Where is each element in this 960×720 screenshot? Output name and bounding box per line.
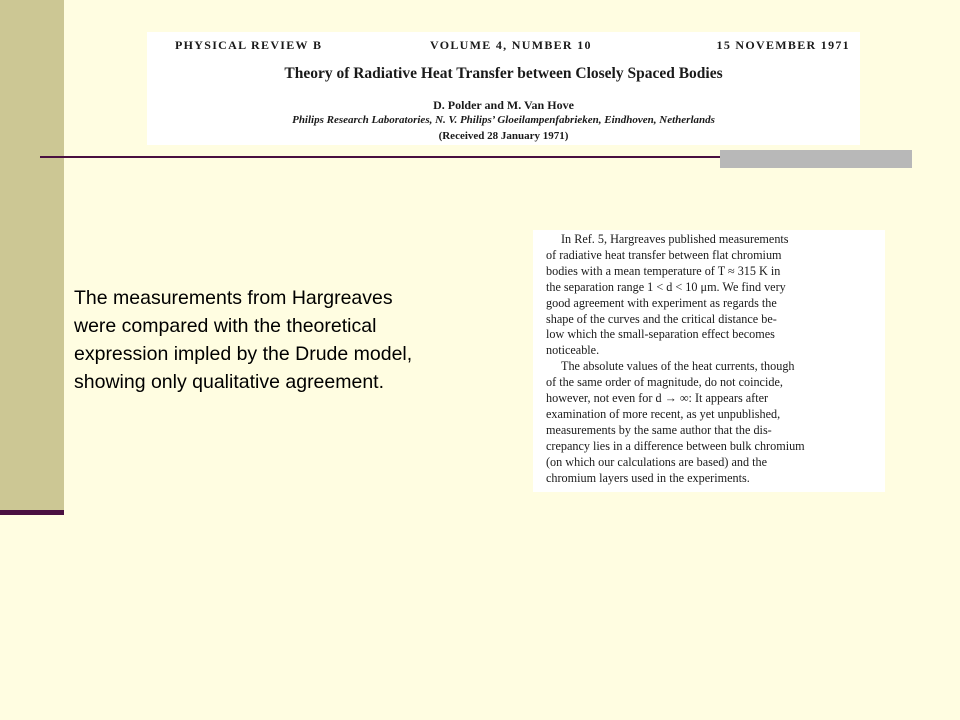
- excerpt-line: low which the small-separation effect becomes: [546, 327, 775, 342]
- journal-name: PHYSICAL REVIEW B: [175, 38, 323, 52]
- excerpt-line: chromium layers used in the experiments.: [546, 470, 750, 485]
- excerpt-line: noticeable.: [546, 343, 600, 358]
- excerpt-line: of the same order of magnitude, do not coincide,: [546, 375, 783, 390]
- excerpt-line: the separation range 1 < d < 10 μm. We find very: [546, 279, 786, 294]
- volume-number: VOLUME 4, NUMBER 10: [430, 38, 592, 52]
- paper-authors: D. Polder and M. Van Hove: [433, 98, 574, 112]
- excerpt-text: [546, 232, 881, 487]
- excerpt-line: measurements by the same author that the dis-: [546, 422, 772, 437]
- paper-header-top-row: [175, 38, 850, 52]
- excerpt-line: In Ref. 5, Hargreaves published measurements: [561, 232, 789, 246]
- excerpt-line: examination of more recent, as yet unpublished,: [546, 406, 781, 421]
- paper-affiliation: Philips Research Laboratories, N. V. Philips’ Gloeilampenfabrieken, Eindhoven, Netherlands: [292, 114, 715, 126]
- publication-date: 15 NOVEMBER 1971: [716, 38, 850, 52]
- left-band-foot-rule: [0, 510, 64, 515]
- title-accent-bar: [720, 150, 912, 168]
- paper-received-date: (Received 28 January 1971): [438, 130, 569, 142]
- excerpt-line: of radiative heat transfer between flat chromium: [546, 247, 782, 262]
- slide-body-text: [74, 284, 514, 396]
- body-text-line: showing only qualitative agreement.: [74, 371, 385, 393]
- excerpt-line: (on which our calculations are based) and the: [546, 454, 767, 469]
- left-decorative-band: [0, 0, 64, 510]
- paper-title: Theory of Radiative Heat Transfer between Closely Spaced Bodies: [284, 65, 723, 82]
- excerpt-line: good agreement with experiment as regards the: [546, 295, 777, 310]
- excerpt-line: however, not even for d → ∞: It appears after: [546, 391, 769, 406]
- paper-excerpt-image: [533, 230, 885, 492]
- excerpt-line: bodies with a mean temperature of T ≈ 315 K in: [546, 263, 781, 278]
- excerpt-line: crepancy lies in a difference between bulk chromium: [546, 438, 805, 453]
- excerpt-line: shape of the curves and the critical distance be-: [546, 311, 777, 326]
- body-text-line: were compared with the theoretical: [74, 315, 377, 337]
- excerpt-line: The absolute values of the heat currents, though: [561, 359, 795, 374]
- paper-header-image: [147, 32, 860, 145]
- body-text-line: expression impled by the Drude model,: [74, 343, 413, 365]
- body-text-line: The measurements from Hargreaves: [74, 287, 393, 309]
